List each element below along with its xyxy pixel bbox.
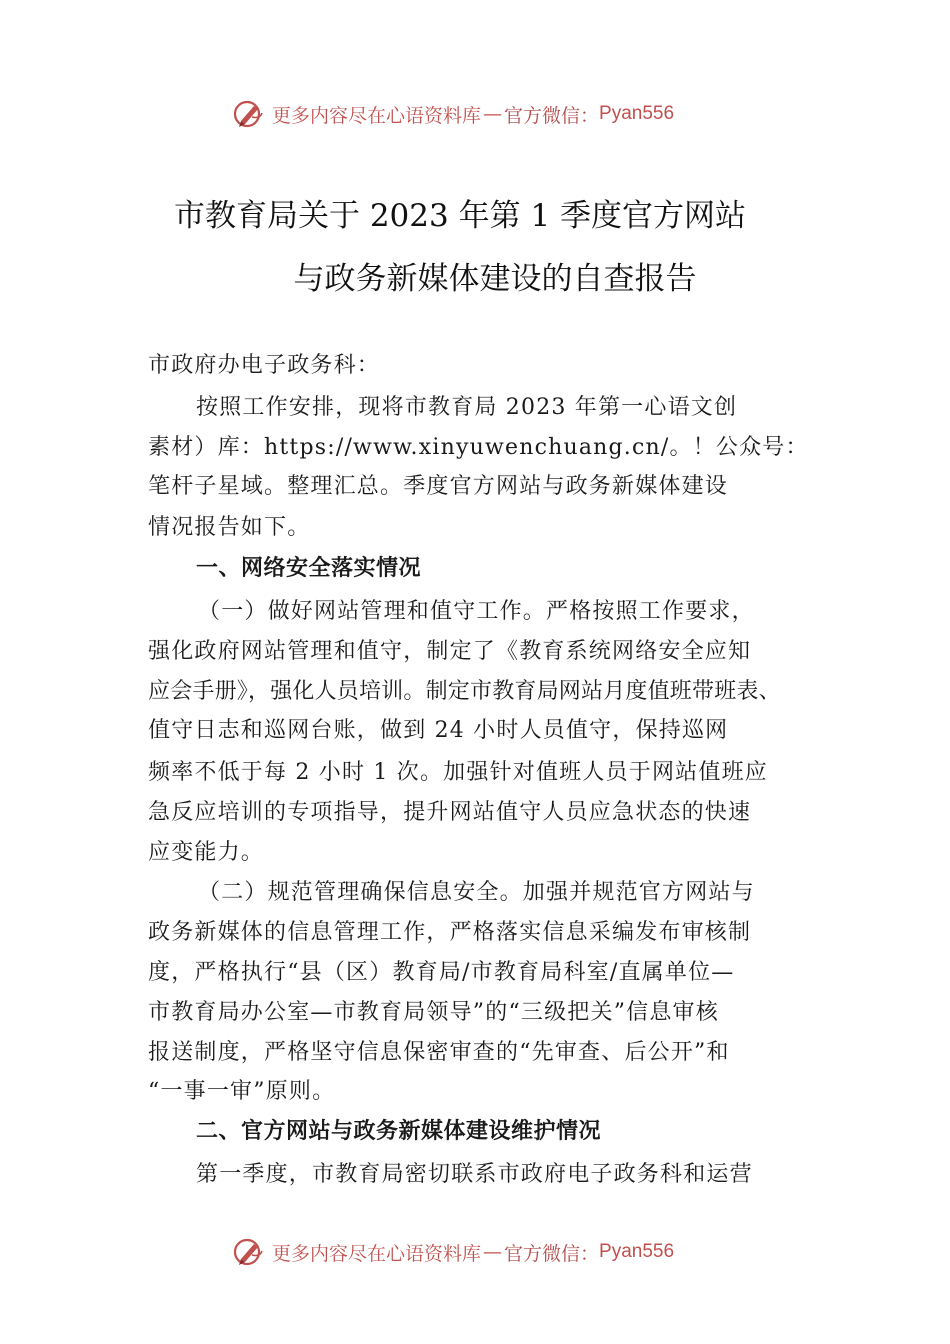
body-line: 政务新媒体的信息管理工作，严格落实信息采编发布审核制 — [148, 920, 752, 945]
body-line: 应变能力。 — [148, 840, 265, 865]
body-line: 第一季度，市教育局密切联系市政府电子政务科和运营 — [196, 1162, 753, 1187]
body-line: 频率不低于每 2 小时 1 次。加强针对值班人员于网站值班应 — [148, 760, 768, 785]
salutation: 市政府办电子政务科： — [148, 353, 381, 378]
body-line: 情况报告如下。 — [148, 515, 311, 540]
body-line: 急反应培训的专项指导，提升网站值守人员应急状态的快速 — [148, 800, 752, 825]
watermark-header — [232, 97, 752, 131]
pen-logo-icon — [232, 97, 266, 131]
body-line: 素材）库：https://www.xinyuwenchuang.cn/。！公众号： — [148, 435, 809, 460]
watermark-wechat-id: Pyan556 — [599, 1241, 675, 1262]
watermark-footer — [232, 1235, 752, 1269]
document-title-line-2: 与政务新媒体建设的自查报告 — [293, 261, 697, 297]
body-line: 值守日志和巡网台账，做到 24 小时人员值守，保持巡网 — [148, 718, 729, 743]
watermark-wechat-id: Pyan556 — [599, 103, 675, 124]
body-line: “一事一审”原则。 — [148, 1079, 336, 1104]
watermark-dash: — — [483, 1241, 503, 1263]
watermark-brand: 更多内容尽在心语资料库 — [272, 104, 482, 127]
body-line: 按照工作安排，现将市教育局 2023 年第一心语文创 — [196, 395, 738, 420]
body-line: （一）做好网站管理和值守工作。严格按照工作要求， — [198, 599, 755, 624]
body-line: 强化政府网站管理和值守，制定了《教育系统网络安全应知 — [148, 639, 752, 664]
watermark-wechat-label: 官方微信： — [504, 1242, 600, 1265]
watermark-brand: 更多内容尽在心语资料库 — [272, 1242, 482, 1265]
body-line: 应会手册》，强化人员培训。制定市教育局网站月度值班带班表、 — [148, 679, 781, 704]
watermark-wechat-label: 官方微信： — [504, 104, 600, 127]
section-heading-1: 一、网络安全落实情况 — [196, 556, 422, 581]
body-line: （二）规范管理确保信息安全。加强并规范官方网站与 — [198, 880, 755, 905]
pen-logo-icon — [232, 1235, 266, 1269]
watermark-dash: — — [483, 103, 503, 125]
body-line: 报送制度，严格坚守信息保密审查的“先审查、后公开”和 — [148, 1040, 730, 1065]
body-line: 度，严格执行“县（区）教育局/市教育局科室/直属单位— — [148, 960, 735, 985]
section-heading-2: 二、官方网站与政务新媒体建设维护情况 — [196, 1119, 602, 1144]
document-title-line-1: 市教育局关于 2023 年第 1 季度官方网站 — [173, 198, 747, 234]
body-line: 笔杆子星域。整理汇总。季度官方网站与政务新媒体建设 — [148, 474, 729, 499]
body-line: 市教育局办公室—市教育局领导”的“三级把关”信息审核 — [148, 1000, 719, 1025]
